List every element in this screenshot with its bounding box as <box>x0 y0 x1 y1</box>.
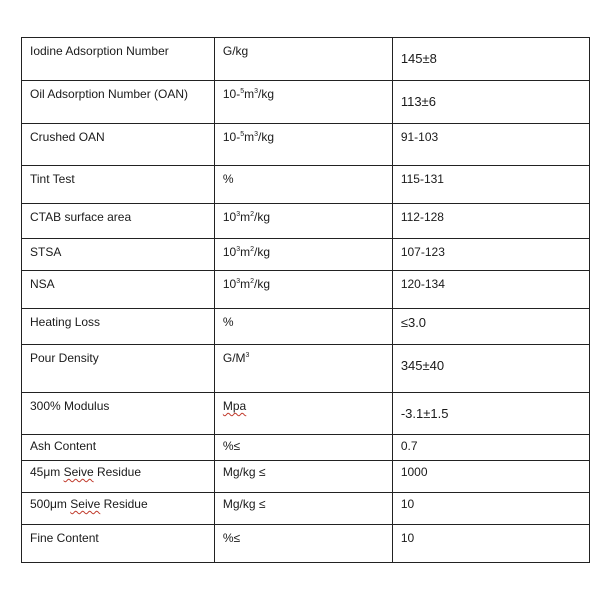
property-label: Iodine Adsorption Number <box>30 44 169 58</box>
table-row <box>22 38 590 81</box>
value-cell <box>392 81 589 124</box>
unit-label: $G/M^3$ <box>222 351 250 365</box>
value-cell <box>392 525 589 563</box>
unit-cell <box>214 81 392 124</box>
property-label: Fine Content <box>30 531 99 545</box>
unit-label: Mg/kg ≤ <box>222 497 266 511</box>
table-row <box>22 124 590 166</box>
property-label: Pour Density <box>30 351 99 365</box>
property-cell <box>22 393 215 435</box>
value-cell <box>392 435 589 461</box>
value-label: 1000 <box>400 465 428 479</box>
unit-label: $10^3m^2/kg$ <box>222 245 271 259</box>
value-label: 10 <box>400 497 415 511</box>
property-cell <box>22 38 215 81</box>
value-label: 0.7 <box>400 439 418 453</box>
property-label: Tint Test <box>30 172 75 186</box>
property-label: NSA <box>30 277 55 291</box>
table-row <box>22 239 590 271</box>
value-label: ≤3.0 <box>400 315 427 330</box>
table-row <box>22 435 590 461</box>
property-label: Ash Content <box>30 439 97 453</box>
property-cell <box>22 525 215 563</box>
value-cell <box>392 204 589 239</box>
value-cell <box>392 309 589 345</box>
table-row <box>22 493 590 525</box>
value-label: 115-131 <box>400 172 444 186</box>
value-label: 345±40 <box>400 358 445 373</box>
value-label: 145±8 <box>400 51 437 66</box>
unit-label: $10^3m^2/kg$ <box>222 277 271 291</box>
unit-cell <box>214 435 392 461</box>
value-cell <box>392 38 589 81</box>
property-label: Crushed OAN <box>30 130 105 144</box>
unit-label: $10-^5m^3/kg$ <box>222 130 275 144</box>
table-row <box>22 271 590 309</box>
unit-label: %≤ <box>222 439 241 453</box>
property-cell <box>22 204 215 239</box>
property-label: 500μm Seive Residue <box>30 497 148 511</box>
unit-cell <box>214 239 392 271</box>
unit-label: % <box>222 172 234 186</box>
value-label: 120-134 <box>400 277 445 291</box>
unit-label: % <box>222 315 234 329</box>
property-cell <box>22 124 215 166</box>
unit-cell <box>214 309 392 345</box>
table-row <box>22 393 590 435</box>
value-cell <box>392 393 589 435</box>
unit-cell <box>214 525 392 563</box>
table-row <box>22 204 590 239</box>
property-cell <box>22 166 215 204</box>
value-cell <box>392 166 589 204</box>
value-label: 112-128 <box>400 210 444 224</box>
unit-label: $10-^5m^3/kg$ <box>222 87 275 101</box>
property-cell <box>22 309 215 345</box>
property-cell <box>22 493 215 525</box>
property-label: STSA <box>30 245 62 259</box>
unit-cell <box>214 166 392 204</box>
unit-label: %≤ <box>222 531 241 545</box>
value-label: -3.1±1.5 <box>400 406 449 421</box>
specification-table <box>21 37 590 563</box>
unit-cell <box>214 124 392 166</box>
unit-cell <box>214 271 392 309</box>
unit-cell <box>214 38 392 81</box>
property-label: Oil Adsorption Number (OAN) <box>30 87 189 101</box>
value-cell <box>392 493 589 525</box>
value-cell <box>392 271 589 309</box>
property-label: 300% Modulus <box>30 399 110 413</box>
unit-cell <box>214 393 392 435</box>
property-label: Heating Loss <box>30 315 101 329</box>
value-cell <box>392 461 589 493</box>
unit-label: Mpa <box>222 399 247 413</box>
table-row <box>22 166 590 204</box>
unit-cell <box>214 461 392 493</box>
value-cell <box>392 124 589 166</box>
property-label: CTAB surface area <box>30 210 132 224</box>
value-label: 113±6 <box>400 94 436 109</box>
unit-cell <box>214 204 392 239</box>
table-row <box>22 525 590 563</box>
table-row <box>22 461 590 493</box>
property-cell <box>22 239 215 271</box>
value-label: 91-103 <box>400 130 439 144</box>
value-label: 10 <box>400 531 415 545</box>
table-row <box>22 309 590 345</box>
property-label: 45μm Seive Residue <box>30 465 141 479</box>
value-cell <box>392 345 589 393</box>
unit-cell <box>214 493 392 525</box>
unit-label: $10^3m^2/kg$ <box>222 210 271 224</box>
value-label: 107-123 <box>400 245 445 259</box>
property-cell <box>22 271 215 309</box>
property-cell <box>22 435 215 461</box>
table-row <box>22 81 590 124</box>
property-cell <box>22 81 215 124</box>
unit-label: G/kg <box>222 44 249 58</box>
table-row <box>22 345 590 393</box>
value-cell <box>392 239 589 271</box>
unit-cell <box>214 345 392 393</box>
property-cell <box>22 345 215 393</box>
unit-label: Mg/kg ≤ <box>222 465 266 479</box>
property-cell <box>22 461 215 493</box>
